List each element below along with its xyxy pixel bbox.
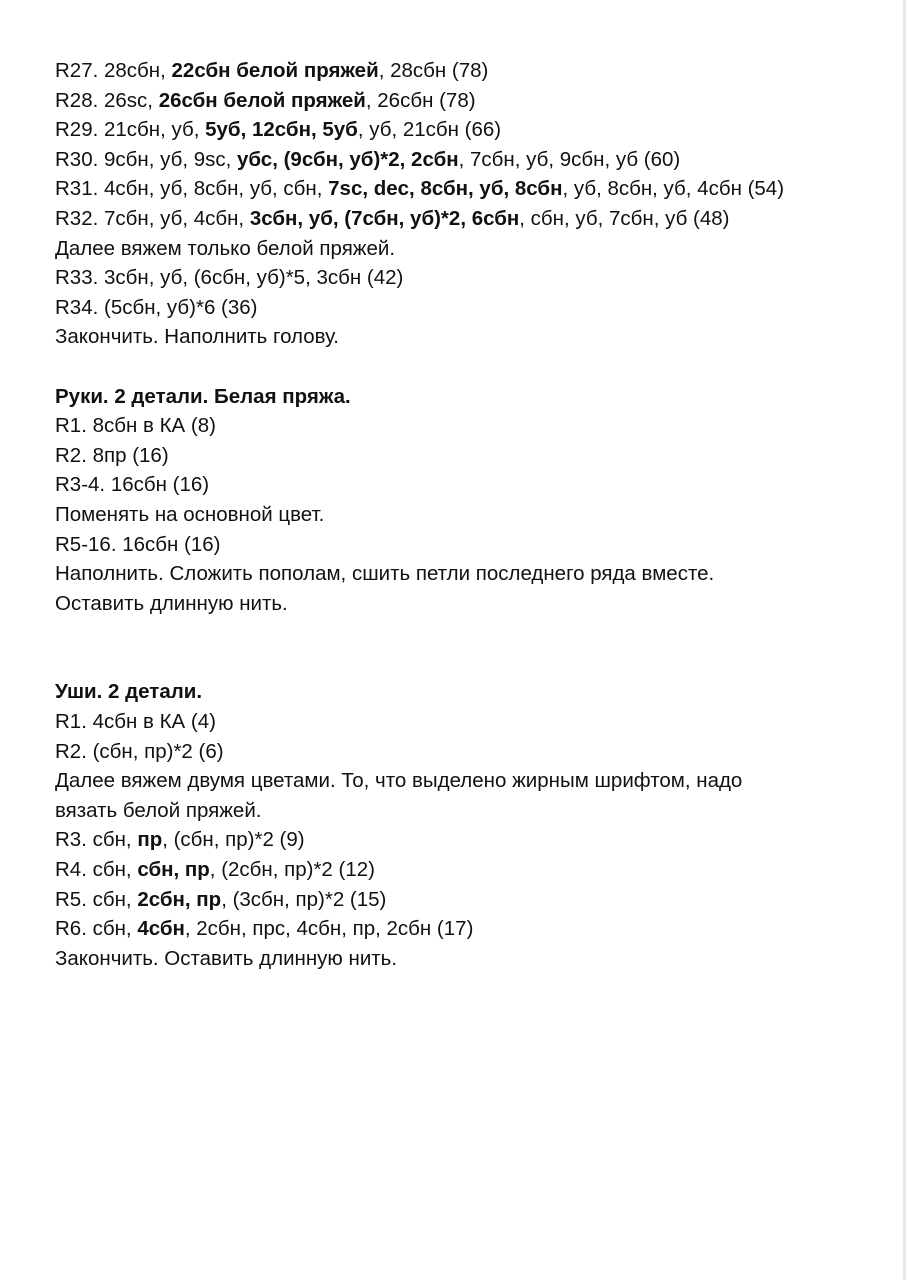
text-segment: , сбн, уб, 7сбн, уб (48) bbox=[519, 206, 730, 230]
pattern-line bbox=[55, 115, 875, 145]
text-segment: R3-4. 16сбн (16) bbox=[55, 473, 210, 497]
text-segment: Закончить. Наполнить голову. bbox=[55, 325, 339, 349]
head-rows-section bbox=[55, 56, 875, 352]
text-segment: R29. 21сбн, уб, bbox=[55, 118, 206, 142]
pattern-line bbox=[55, 145, 875, 175]
pattern-line bbox=[55, 56, 875, 86]
text-segment: , (сбн, пр)*2 (9) bbox=[162, 828, 305, 852]
text-segment: R5. сбн, bbox=[55, 887, 138, 911]
bold-text-segment: 26сбн белой пряжей bbox=[158, 88, 366, 112]
text-segment: R1. 8сбн в КА (8) bbox=[55, 414, 216, 438]
text-segment: R3. сбн, bbox=[55, 828, 138, 852]
text-segment: R6. сбн, bbox=[55, 917, 138, 941]
pattern-line bbox=[55, 825, 875, 855]
text-segment: Закончить. Оставить длинную нить. bbox=[55, 946, 398, 970]
section-spacer bbox=[55, 618, 875, 648]
section-spacer bbox=[55, 352, 875, 382]
text-segment: R33. 3сбн, уб, (6сбн, уб)*5, 3сбн (42) bbox=[55, 266, 404, 290]
pattern-line bbox=[55, 855, 875, 885]
pattern-line bbox=[55, 293, 875, 323]
pattern-line bbox=[55, 441, 875, 471]
text-segment: R31. 4сбн, уб, 8сбн, уб, сбн, bbox=[55, 177, 329, 201]
pattern-line bbox=[55, 707, 875, 737]
text-segment: R27. 28сбн, bbox=[55, 59, 172, 82]
text-segment: R4. сбн, bbox=[55, 858, 138, 882]
text-segment: R30. 9сбн, уб, 9sc, bbox=[55, 147, 238, 171]
pattern-line bbox=[55, 322, 875, 352]
text-segment: R32. 7сбн, уб, 4сбн, bbox=[55, 206, 250, 230]
bold-text-segment: 22сбн белой пряжей bbox=[171, 59, 379, 82]
pattern-line bbox=[55, 914, 875, 944]
pattern-line bbox=[55, 86, 875, 116]
text-segment: , 26сбн (78) bbox=[365, 88, 476, 112]
pattern-line bbox=[55, 174, 875, 204]
bold-text-segment: сбн, пр bbox=[137, 858, 210, 882]
pattern-line bbox=[55, 796, 875, 826]
pattern-line bbox=[55, 204, 875, 234]
bold-text-segment: 5уб, 12сбн, 5уб bbox=[205, 118, 358, 142]
pattern-line bbox=[55, 737, 875, 767]
text-segment: , 28сбн (78) bbox=[378, 59, 489, 82]
bold-text-segment: 3сбн, уб, (7сбн, уб)*2, 6сбн bbox=[249, 206, 520, 230]
text-segment: , 7сбн, уб, 9сбн, уб (60) bbox=[458, 147, 681, 171]
pattern-line bbox=[55, 530, 875, 560]
text-segment: Далее вяжем двумя цветами. То, что выделено жирным шрифтом, надо bbox=[55, 769, 743, 793]
pattern-line bbox=[55, 885, 875, 915]
text-segment: R34. (5сбн, уб)*6 (36) bbox=[55, 295, 258, 319]
pattern-line bbox=[55, 589, 875, 619]
text-segment: , 2сбн, прс, 4сбн, пр, 2сбн (17) bbox=[184, 917, 474, 941]
text-segment: R1. 4сбн в КА (4) bbox=[55, 710, 216, 734]
pattern-line bbox=[55, 559, 875, 589]
pattern-line bbox=[55, 470, 875, 500]
pattern-line bbox=[55, 500, 875, 530]
pattern-line bbox=[55, 944, 875, 974]
section-spacer bbox=[55, 648, 875, 678]
pattern-page bbox=[55, 56, 875, 973]
ears-section-heading: Уши. 2 детали. bbox=[55, 680, 203, 704]
arms-section-heading: Руки. 2 детали. Белая пряжа. bbox=[55, 384, 351, 408]
text-segment: , уб, 8сбн, уб, 4сбн (54) bbox=[562, 177, 785, 201]
pattern-line bbox=[55, 766, 875, 796]
text-segment: R5-16. 16сбн (16) bbox=[55, 532, 221, 556]
text-segment: , уб, 21сбн (66) bbox=[357, 118, 502, 142]
text-segment: Поменять на основной цвет. bbox=[55, 502, 325, 526]
bold-text-segment: 7sc, dec, 8сбн, уб, 8сбн bbox=[328, 177, 563, 201]
ears-rows-section bbox=[55, 707, 875, 973]
text-segment: R2. (сбн, пр)*2 (6) bbox=[55, 739, 224, 763]
bold-text-segment: убс, (9сбн, уб)*2, 2сбн bbox=[237, 147, 459, 171]
text-segment: вязать белой пряжей. bbox=[55, 798, 262, 822]
text-segment: R28. 26sc, bbox=[55, 88, 159, 112]
text-segment: Оставить длинную нить. bbox=[55, 591, 288, 615]
text-segment: , (2сбн, пр)*2 (12) bbox=[209, 858, 375, 882]
bold-text-segment: 4сбн bbox=[137, 917, 185, 941]
pattern-line bbox=[55, 411, 875, 441]
bold-text-segment: 2сбн, пр bbox=[137, 887, 222, 911]
text-segment: Далее вяжем только белой пряжей. bbox=[55, 236, 396, 260]
arms-rows-section bbox=[55, 411, 875, 618]
text-segment: Наполнить. Сложить пополам, сшить петли последнего ряда вместе. bbox=[55, 562, 715, 586]
pattern-line bbox=[55, 234, 875, 264]
bold-text-segment: пр bbox=[137, 828, 163, 852]
text-segment: , (3сбн, пр)*2 (15) bbox=[221, 887, 387, 911]
text-segment: R2. 8пр (16) bbox=[55, 443, 169, 467]
pattern-line bbox=[55, 263, 875, 293]
